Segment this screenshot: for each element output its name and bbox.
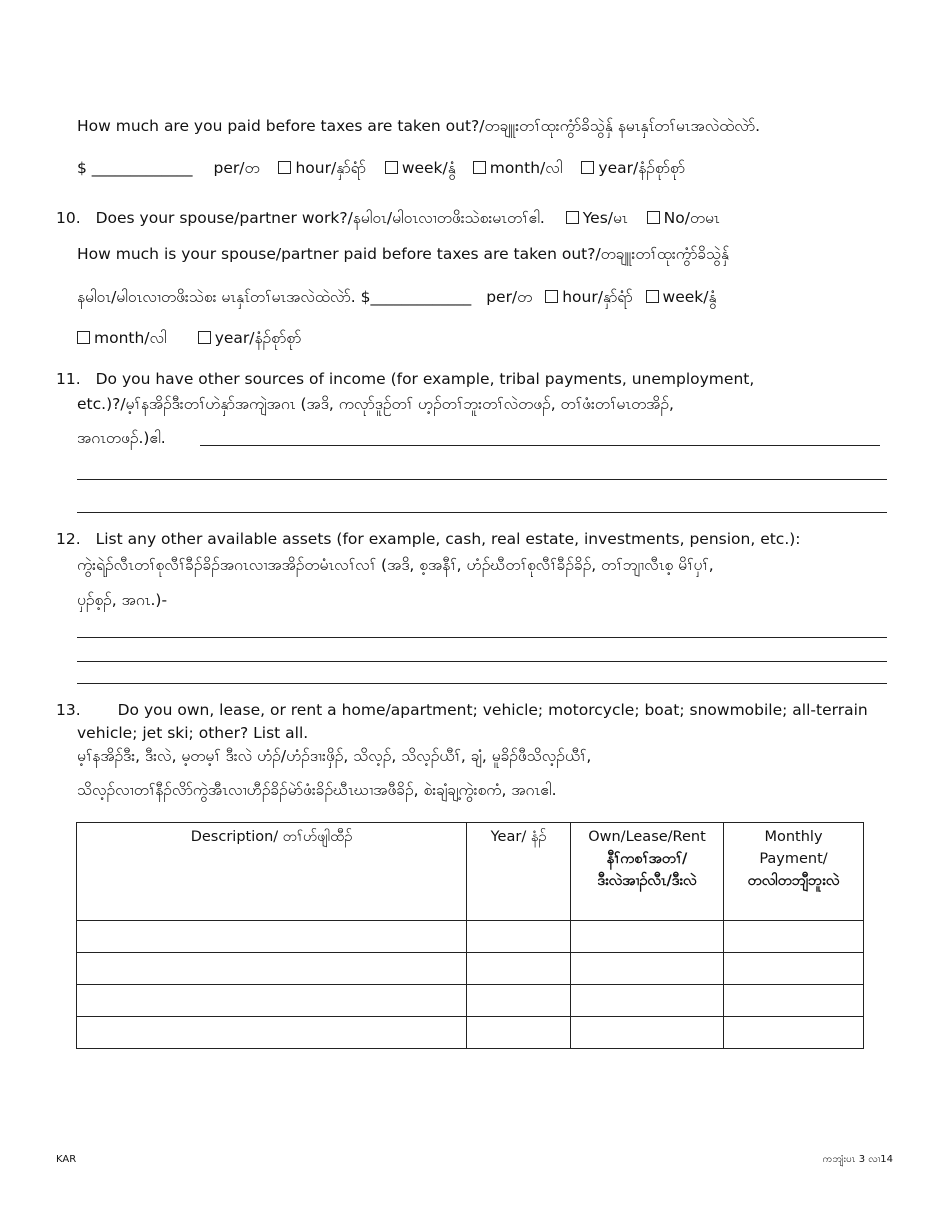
table-cell-payment[interactable] (724, 921, 864, 953)
table-row (77, 953, 864, 985)
q9-month-option[interactable]: month/လါ (473, 159, 563, 177)
q9-week-option[interactable]: week/နွံ (385, 159, 456, 177)
q13-line3: မ့ၢ်နအိၣ်ဒီး, ဒီးလဲ, မ့တမ့ၢ် ဒီးလဲ ဟံၣ်/ဟံၣ်ဒၢးဖှိၣ်, သိလ့ၣ်, သိလ့ၣ်ယီၢ်, ချံ, မူခိၣ်ဖီသိလ့ၣ်ယီၢ်, (77, 747, 592, 765)
q10-rate-row-2 (77, 328, 301, 348)
q10-number: 10. (56, 209, 81, 227)
checkbox-icon[interactable] (646, 290, 659, 303)
q11-number: 11. (56, 370, 81, 388)
q9-rate-row (77, 158, 685, 178)
table-cell-own-lease-rent[interactable] (571, 985, 724, 1017)
table-cell-description[interactable] (77, 921, 467, 953)
q10-rate-row (77, 287, 716, 307)
table-cell-description[interactable] (77, 953, 467, 985)
q12-line2: ကွဲးရဲၣ်လီၤတၢ်စုလီၢ်ခီၣ်ခိၣ်အဂၤလၢအအိၣ်တမံၤလၢ်လၢ် (အဒိ, စ့အနီၢ်, ဟံၣ်ဃီတၢ်စုလီၢ်ခီၣ်ခိၣ်, တၢ်ဘျၢလီၤစ့ မိၢ်ပှၢ်, (77, 556, 714, 574)
table-cell-own-lease-rent[interactable] (571, 921, 724, 953)
q11-line1: 11. Do you have other sources of income (for example, tribal payments, unemployment, (56, 370, 755, 388)
col-year: Year/ နံၣ် (467, 823, 571, 921)
checkbox-icon[interactable] (545, 290, 558, 303)
checkbox-icon[interactable] (385, 161, 398, 174)
q11-line2: etc.)?/မ့ၢ်နအိၣ်ဒီးတၢ်ဟဲနှာ်အကျဲအဂၤ (အဒိ, ကလုာ်ဒူဉ်တၢ် ဟ့ၣ်တၢ်ဘူးတၢ်လဲတဖၣ်, တၢ်ဖံးတၢ်မၤတအိၣ်, (77, 395, 674, 413)
q11-answer-line[interactable] (77, 479, 887, 480)
table-cell-description[interactable] (77, 985, 467, 1017)
q11-line3: အဂၤတဖၣ်.)ဧါ. (77, 429, 166, 447)
q12-line1: 12. List any other available assets (for example, cash, real estate, investments, pension, etc.): (56, 530, 801, 548)
table-cell-own-lease-rent[interactable] (571, 953, 724, 985)
footer-page-number: ကဘျံးပၤ 3 လၢ14 (822, 1154, 893, 1165)
assets-table (76, 822, 864, 1049)
checkbox-icon[interactable] (647, 211, 660, 224)
q12-answer-line[interactable] (77, 637, 887, 638)
q13-line1: 13. Do you own, lease, or rent a home/apartment; vehicle; motorcycle; boat; snowmobile; all-terrain (56, 701, 868, 719)
col-description: Description/ တၢ်ဟ်ဖျါထီၣ် (77, 823, 467, 921)
table-cell-year[interactable] (467, 921, 571, 953)
q12-number: 12. (56, 530, 81, 548)
table-row (77, 985, 864, 1017)
q10-year-option[interactable]: year/နံၣ်စုာ်စုာ် (198, 329, 302, 347)
table-cell-payment[interactable] (724, 1017, 864, 1049)
table-cell-payment[interactable] (724, 985, 864, 1017)
col-own-lease-rent: Own/Lease/Rent နီၢ်ကစၢ်အတၢ်/ ဒီးလဲအၢၣ်လီၤ/ဒီးလဲ (571, 823, 724, 921)
q10-paid-question-b[interactable]: နမါဝၤ/မါဝၤလၢတဖိးသဲစး မၤနှၤ်တၢ်မၤအလဲထဲလဲာ်. $_____________ (77, 288, 472, 306)
q13-number: 13. (56, 701, 81, 719)
table-header-row (77, 823, 864, 921)
table-cell-year[interactable] (467, 1017, 571, 1049)
q10-month-option[interactable]: month/လါ (77, 329, 167, 347)
q9-hour-option[interactable]: hour/နှာ်ရံာ် (278, 159, 365, 177)
checkbox-icon[interactable] (566, 211, 579, 224)
q10-row (56, 208, 720, 228)
q13-line4: သိလ့ၣ်လၢတၢ်နီၣ်လိာ်ကွဲအီၤလၢဟီၣ်ခိၣ်မဲာ်ဖံးခိၣ်ဃီၤဃၢအဖီခိၣ်, စဲးချံချ့ကွဲးစကံ, အဂၤဧါ. (77, 781, 557, 799)
table-cell-description[interactable] (77, 1017, 467, 1049)
checkbox-icon[interactable] (278, 161, 291, 174)
checkbox-icon[interactable] (473, 161, 486, 174)
checkbox-icon[interactable] (581, 161, 594, 174)
table-cell-year[interactable] (467, 953, 571, 985)
table-cell-own-lease-rent[interactable] (571, 1017, 724, 1049)
table-cell-payment[interactable] (724, 953, 864, 985)
table-row (77, 921, 864, 953)
q11-answer-line[interactable] (200, 445, 880, 446)
q9-amount-field[interactable]: $ _____________ (77, 159, 193, 177)
q12-answer-line[interactable] (77, 661, 887, 662)
q10-yes-option[interactable]: Yes/မၤ (566, 209, 628, 227)
q9-paid-question: How much are you paid before taxes are taken out?/တချူးတၢ်ထုးကွံာ်ခိသွဲနှ် နမၤနှၤ်တၢ်မၤအလဲထဲလဲာ်. (77, 117, 761, 135)
q10-per-label: per/တ (486, 288, 533, 306)
q9-year-option[interactable]: year/နံၣ်စုာ်စုာ် (581, 159, 685, 177)
q11-answer-line[interactable] (77, 512, 887, 513)
table-cell-year[interactable] (467, 985, 571, 1017)
q10-question: Does your spouse/partner work?/နမါဝၤ/မါဝၤလၢတဖိးသဲစးမၤတၢ်ဧါ. (95, 209, 545, 227)
q12-line3: ပှၣ်စ့ၣ်, အဂၤ.)- (77, 591, 168, 609)
q13-line2: vehicle; jet ski; other? List all. (77, 724, 309, 742)
q10-paid-question-a: How much is your spouse/partner paid before taxes are taken out?/တချူးတၢ်ထုးကွံာ်ခိသွဲနှ် (77, 245, 730, 263)
q10-no-option[interactable]: No/တမၤ (647, 209, 720, 227)
q10-hour-option[interactable]: hour/နှာ်ရံာ် (545, 288, 632, 306)
table-row (77, 1017, 864, 1049)
q9-per-label: per/တ (213, 159, 260, 177)
checkbox-icon[interactable] (77, 331, 90, 344)
col-monthly-payment: Monthly Payment/ တလါတဘျီဘူးလဲ (724, 823, 864, 921)
checkbox-icon[interactable] (198, 331, 211, 344)
q12-answer-line[interactable] (77, 683, 887, 684)
footer-language-code: KAR (56, 1154, 77, 1165)
q10-week-option[interactable]: week/နွံ (646, 288, 717, 306)
